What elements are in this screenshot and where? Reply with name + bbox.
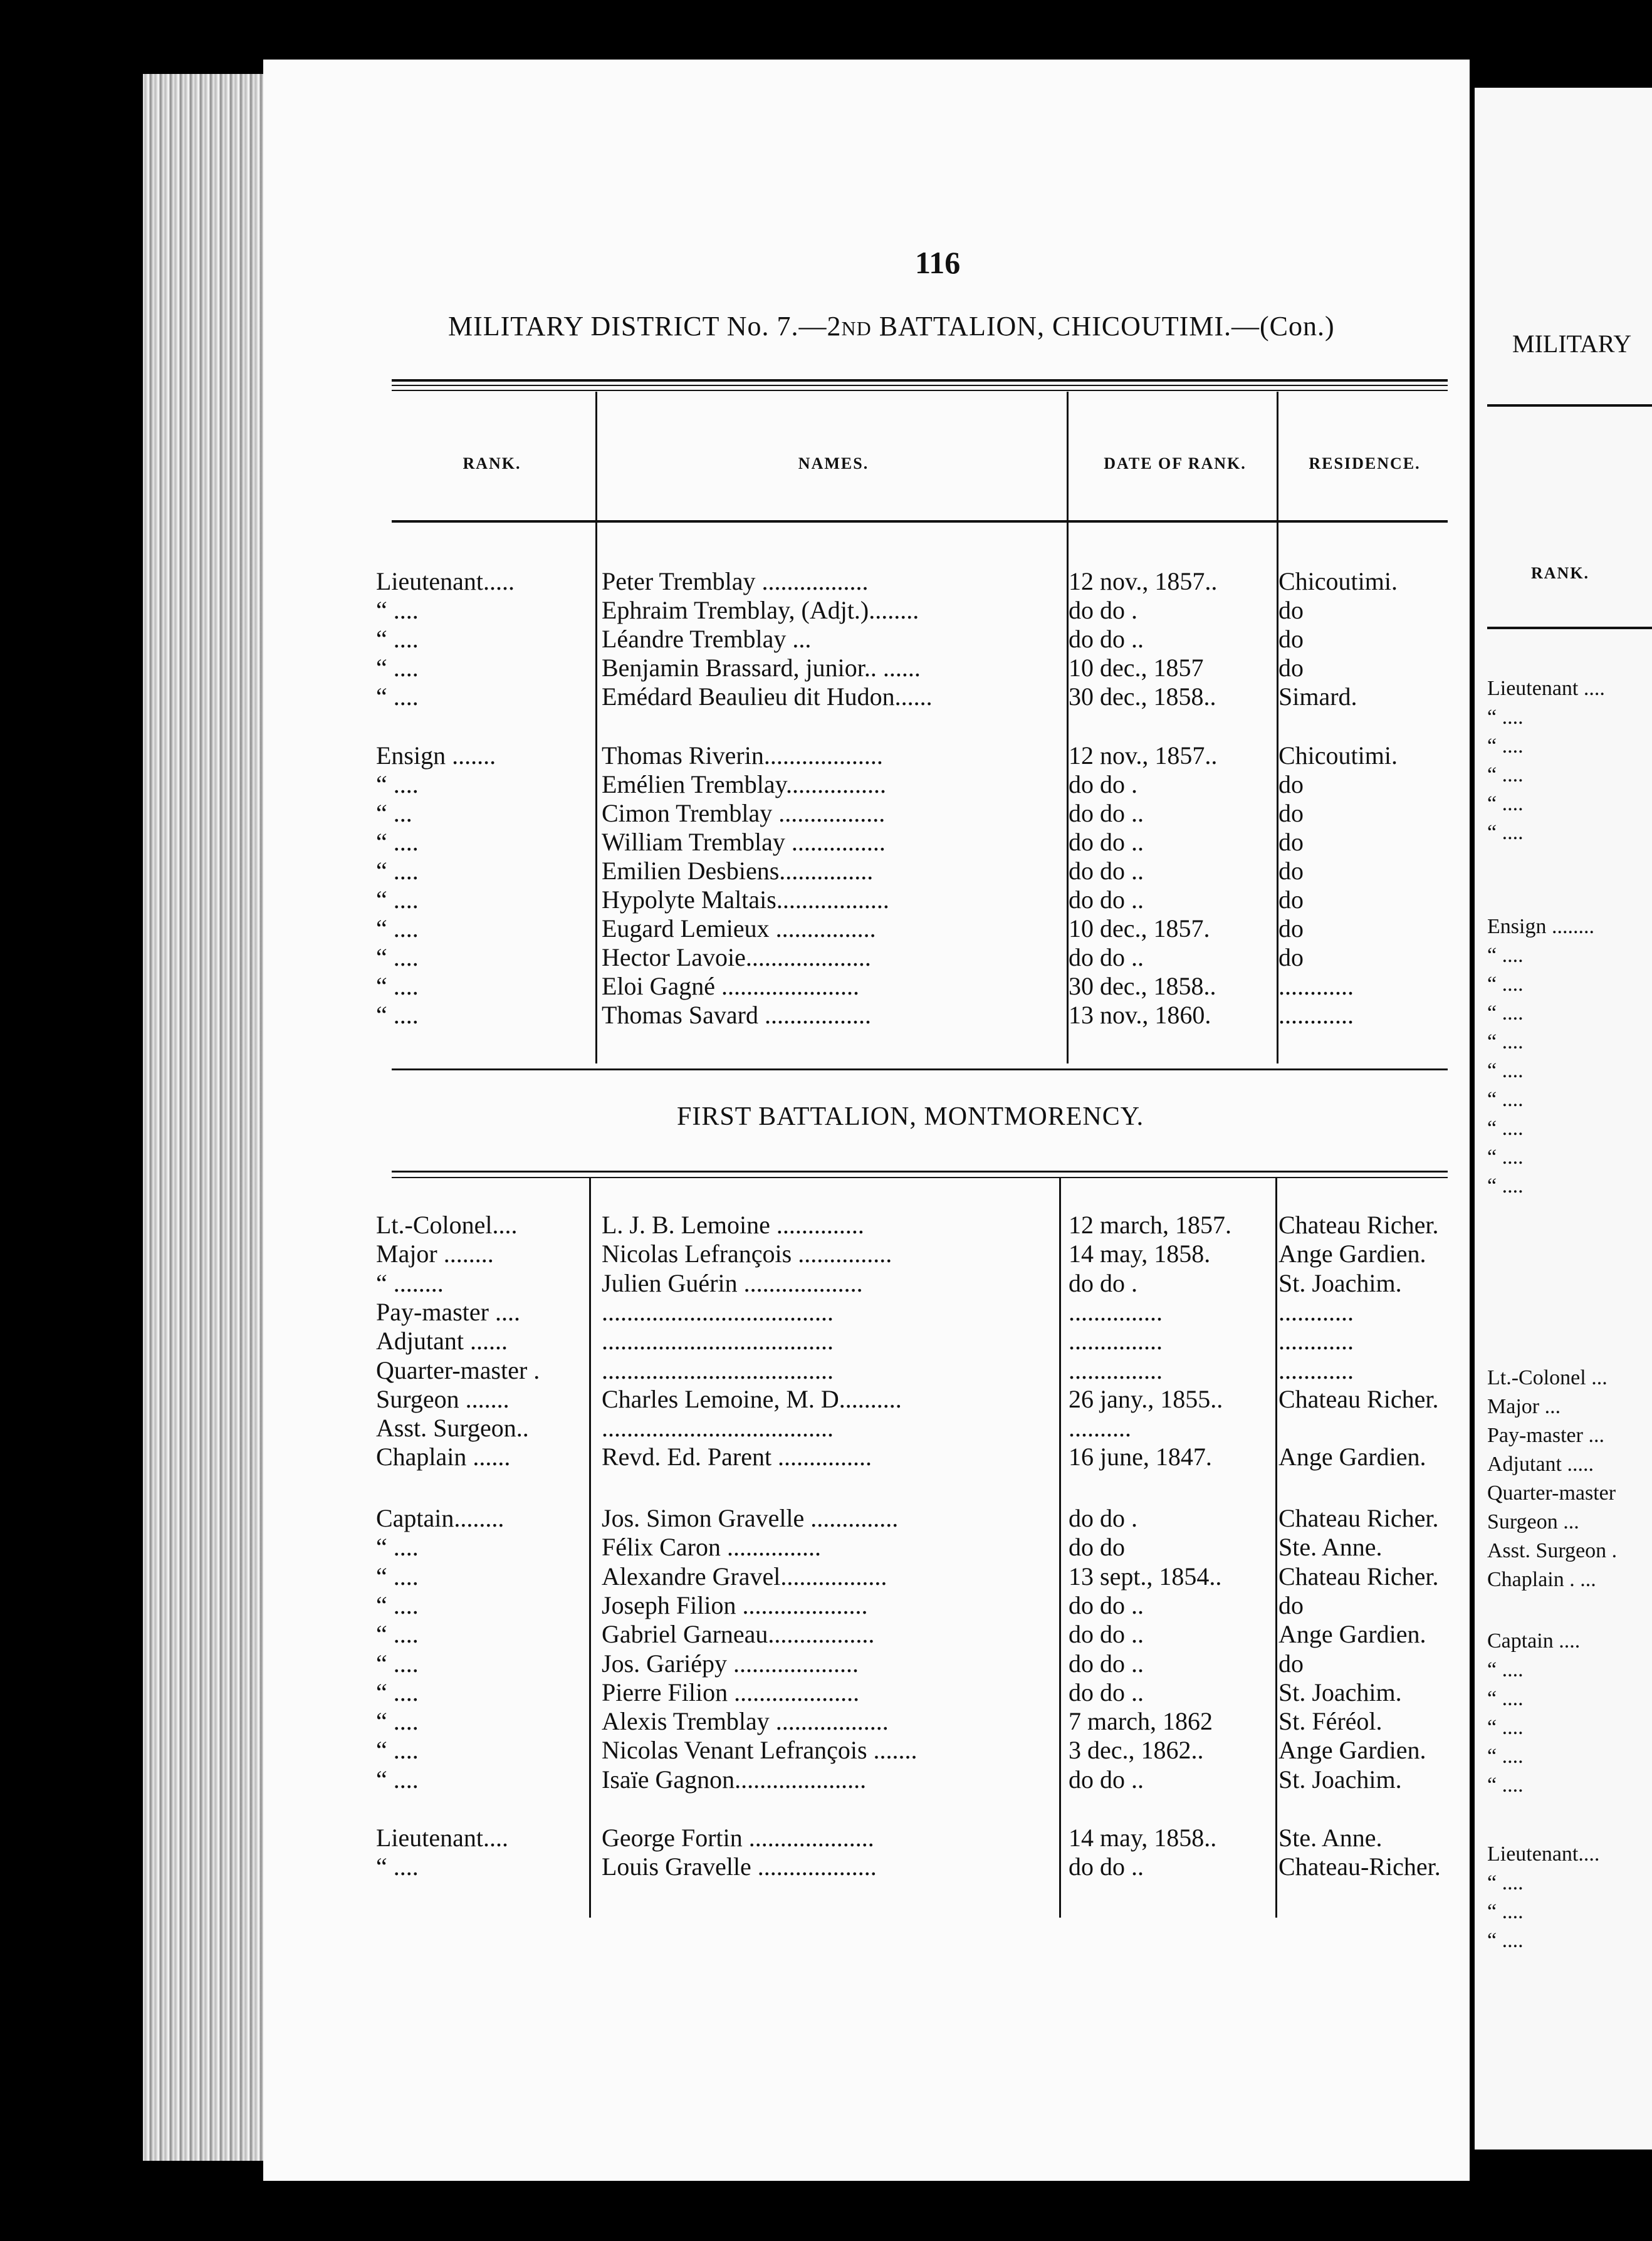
rank-cell: Pay-master ....	[376, 1297, 520, 1326]
date-cell: 10 dec., 1857	[1069, 654, 1204, 682]
rank-cell: “ ....	[376, 1678, 419, 1706]
next-page-rank-item: Pay-master ...	[1487, 1424, 1604, 1447]
table-row	[376, 799, 1441, 828]
table-row	[376, 1649, 1441, 1678]
rank-cell: “ ....	[376, 1001, 419, 1029]
residence-cell: ............	[1278, 1356, 1354, 1384]
next-page-rank-item: “ ....	[1487, 1088, 1524, 1111]
name-cell: Jos. Gariépy ....................	[602, 1649, 859, 1678]
date-cell: 13 sept., 1854..	[1069, 1562, 1222, 1591]
next-page-rank-item: “ ....	[1487, 1871, 1524, 1894]
name-cell: Emédard Beaulieu dit Hudon......	[602, 682, 933, 711]
residence-cell: do	[1278, 885, 1304, 914]
rank-cell: “ ....	[376, 943, 419, 971]
next-page-rank-item: Lieutenant ....	[1487, 677, 1605, 700]
residence-cell: ............	[1278, 1001, 1354, 1029]
next-page-rank-item: Asst. Surgeon .	[1487, 1539, 1618, 1562]
rank-cell: “ ....	[376, 1707, 419, 1736]
table-row	[376, 1327, 1441, 1356]
rank-cell: Major ........	[376, 1240, 494, 1268]
rank-cell: “ ....	[376, 1852, 419, 1881]
next-page-title: MILITARY	[1512, 330, 1632, 358]
residence-cell: Ange Gardien.	[1278, 1620, 1426, 1649]
next-page-rank-item: Lieutenant....	[1487, 1842, 1600, 1866]
table-row	[376, 1504, 1441, 1533]
table-row	[376, 828, 1441, 857]
residence-cell: ............	[1278, 1297, 1354, 1326]
name-cell: .....................................	[602, 1327, 834, 1356]
table-row	[376, 1824, 1441, 1852]
date-cell: 10 dec., 1857.	[1069, 914, 1210, 943]
rank-cell: “ ....	[376, 654, 419, 682]
page-number: 116	[915, 245, 961, 280]
residence-cell: Chicoutimi.	[1278, 567, 1398, 595]
rank-cell: “ ....	[376, 914, 419, 943]
title-part-2: BATTALION, CHICOUTIMI.—(Con.)	[871, 311, 1335, 342]
next-page-rank-item: “ ....	[1487, 1716, 1524, 1739]
residence-cell: do	[1278, 943, 1304, 971]
date-cell: 13 nov., 1860.	[1069, 1001, 1211, 1029]
rank-cell: Adjutant ......	[376, 1327, 508, 1356]
table1-end-rule	[392, 1068, 1448, 1070]
table2-top-rule-2	[392, 1177, 1448, 1178]
residence-cell: do	[1278, 1649, 1304, 1678]
rank-cell: Lieutenant....	[376, 1824, 509, 1852]
next-page-rank-item: “ ....	[1487, 1059, 1524, 1082]
table-row	[376, 1356, 1441, 1385]
name-cell: Emélien Tremblay................	[602, 770, 887, 798]
date-cell: 14 may, 1858..	[1069, 1824, 1217, 1852]
rank-cell: Chaplain ......	[376, 1443, 511, 1471]
next-page-fragment	[1475, 88, 1652, 2150]
rank-cell: Surgeon .......	[376, 1384, 510, 1413]
residence-cell: do	[1278, 596, 1304, 624]
next-page-rank-item: “ ....	[1487, 1001, 1524, 1025]
date-cell: 30 dec., 1858..	[1069, 682, 1216, 711]
table-row	[376, 1533, 1441, 1562]
date-cell: 12 march, 1857.	[1069, 1211, 1231, 1239]
name-cell: Charles Lemoine, M. D..........	[602, 1384, 902, 1413]
name-cell: Nicolas Lefrançois ...............	[602, 1240, 892, 1268]
name-cell: William Tremblay ...............	[602, 828, 886, 856]
table-row	[376, 682, 1441, 711]
date-cell: do do ..	[1069, 799, 1144, 827]
rank-cell: Captain........	[376, 1504, 504, 1532]
date-cell: 3 dec., 1862..	[1069, 1736, 1204, 1765]
date-cell: do do ..	[1069, 1678, 1144, 1706]
header-bottom-rule	[392, 520, 1448, 523]
date-cell: do do ..	[1069, 943, 1144, 971]
rank-cell: “ ....	[376, 1562, 419, 1591]
rank-cell: Lt.-Colonel....	[376, 1211, 518, 1239]
col-header-date: DATE OF RANK.	[1104, 454, 1247, 473]
name-cell: Thomas Savard .................	[602, 1001, 871, 1029]
next-page-rank-item: “ ....	[1487, 1687, 1524, 1710]
table-row	[376, 943, 1441, 972]
rank-cell: “ ....	[376, 828, 419, 856]
residence-cell: Chateau Richer.	[1278, 1211, 1439, 1239]
residence-cell: Chateau Richer.	[1278, 1562, 1439, 1591]
section-title-montmorency: FIRST BATTALION, MONTMORENCY.	[677, 1102, 1144, 1131]
table-row	[376, 1001, 1441, 1030]
rank-cell: “ ....	[376, 682, 419, 711]
residence-cell: Simard.	[1278, 682, 1357, 711]
residence-cell: St. Féréol.	[1278, 1707, 1383, 1736]
name-cell: Ephraim Tremblay, (Adjt.)........	[602, 596, 919, 624]
next-page-rank-header: RANK.	[1531, 564, 1590, 582]
name-cell: Eugard Lemieux ................	[602, 914, 876, 943]
residence-cell: do	[1278, 828, 1304, 856]
next-page-rank-item: “ ....	[1487, 944, 1524, 967]
residence-cell: do	[1278, 654, 1304, 682]
name-cell: Félix Caron ...............	[602, 1533, 821, 1562]
rank-cell: Asst. Surgeon..	[376, 1414, 529, 1443]
name-cell: Jos. Simon Gravelle ..............	[602, 1504, 899, 1532]
table-row	[376, 1443, 1441, 1471]
residence-cell: ............	[1278, 972, 1354, 1000]
date-cell: ...............	[1069, 1327, 1163, 1356]
next-page-rank-item: Major ...	[1487, 1395, 1561, 1418]
table-row	[376, 625, 1441, 654]
name-cell: Julien Guérin ...................	[602, 1268, 863, 1297]
date-cell: 7 march, 1862	[1069, 1707, 1213, 1736]
rank-cell: “ ....	[376, 857, 419, 885]
table-row	[376, 1736, 1441, 1765]
next-page-rank-item: “ ....	[1487, 1146, 1524, 1169]
name-cell: Louis Gravelle ...................	[602, 1852, 877, 1881]
table-row	[376, 770, 1441, 799]
next-page-rank-item: Adjutant .....	[1487, 1453, 1594, 1476]
title-part-1: MILITARY DISTRICT No. 7.—2	[448, 311, 842, 342]
next-page-rank-item: Quarter-master	[1487, 1481, 1616, 1505]
table-row	[376, 1707, 1441, 1736]
next-page-header-rule	[1487, 627, 1652, 629]
rank-cell: “ ....	[376, 1736, 419, 1765]
name-cell: Joseph Filion ....................	[602, 1591, 868, 1619]
next-page-rank-item: Lt.-Colonel ...	[1487, 1366, 1608, 1389]
date-cell: 14 may, 1858.	[1069, 1240, 1211, 1268]
residence-cell: do	[1278, 625, 1304, 653]
name-cell: Pierre Filion ....................	[602, 1678, 860, 1706]
residence-cell: St. Joachim.	[1278, 1765, 1402, 1794]
name-cell: Revd. Ed. Parent ...............	[602, 1443, 872, 1471]
date-cell: 16 june, 1847.	[1069, 1443, 1212, 1471]
table-row	[376, 596, 1441, 625]
date-cell: 30 dec., 1858..	[1069, 972, 1216, 1000]
name-cell: Emilien Desbiens...............	[602, 857, 874, 885]
rank-cell: “ ....	[376, 972, 419, 1000]
rank-cell: “ ...	[376, 799, 412, 827]
residence-cell: do	[1278, 1591, 1304, 1619]
name-cell: Hypolyte Maltais..................	[602, 885, 889, 914]
table-row	[376, 1562, 1441, 1591]
table-row	[376, 914, 1441, 943]
name-cell: Eloi Gagné ......................	[602, 972, 860, 1000]
header-top-rule-3	[392, 390, 1448, 391]
next-page-rank-item: “ ....	[1487, 706, 1524, 729]
residence-cell: do	[1278, 799, 1304, 827]
page-title	[448, 310, 1438, 342]
rank-cell: “ ....	[376, 885, 419, 914]
residence-cell: Ste. Anne.	[1278, 1824, 1383, 1852]
date-cell: do do	[1069, 1533, 1125, 1562]
date-cell: do do ..	[1069, 1649, 1144, 1678]
date-cell: ...............	[1069, 1297, 1163, 1326]
rank-cell: “ ....	[376, 1765, 419, 1794]
residence-cell: Chicoutimi.	[1278, 741, 1398, 770]
next-page-rule	[1487, 404, 1652, 407]
date-cell: do do ..	[1069, 828, 1144, 856]
date-cell: do do ..	[1069, 1591, 1144, 1619]
name-cell: .....................................	[602, 1414, 834, 1443]
rank-cell: “ ....	[376, 625, 419, 653]
table-row	[376, 1678, 1441, 1707]
next-page-rank-item: “ ....	[1487, 1174, 1524, 1198]
table-row	[376, 1269, 1441, 1298]
residence-cell: Ange Gardien.	[1278, 1443, 1426, 1471]
residence-cell: Chateau Richer.	[1278, 1504, 1439, 1532]
next-page-rank-item: “ ....	[1487, 792, 1524, 815]
date-cell: do do .	[1069, 770, 1137, 798]
table-row	[376, 1414, 1441, 1443]
table-row	[376, 741, 1441, 770]
rank-cell: “ ....	[376, 1620, 419, 1649]
table-row	[376, 1211, 1441, 1240]
table-row	[376, 1240, 1441, 1268]
name-cell: Cimon Tremblay .................	[602, 799, 886, 827]
next-page-rank-item: “ ....	[1487, 1030, 1524, 1053]
table-row	[376, 1620, 1441, 1649]
name-cell: .....................................	[602, 1356, 834, 1384]
name-cell: Benjamin Brassard, junior.. ......	[602, 654, 921, 682]
residence-cell: Chateau Richer.	[1278, 1384, 1439, 1413]
residence-cell: St. Joachim.	[1278, 1678, 1402, 1706]
table-row	[376, 654, 1441, 682]
residence-cell: St. Joachim.	[1278, 1268, 1402, 1297]
next-page-rank-item: “ ....	[1487, 821, 1524, 844]
next-page-rank-item: “ ....	[1487, 1900, 1524, 1923]
name-cell: Peter Tremblay .................	[602, 567, 869, 595]
residence-cell: Ange Gardien.	[1278, 1240, 1426, 1268]
table-row	[376, 1385, 1441, 1414]
table2-top-rule	[392, 1171, 1448, 1173]
next-page-rank-item: “ ....	[1487, 1929, 1524, 1952]
residence-cell: Chateau-Richer.	[1278, 1852, 1441, 1881]
table-row	[376, 972, 1441, 1001]
date-cell: do do ..	[1069, 1765, 1144, 1794]
table-row	[376, 567, 1441, 596]
title-superscript: ND	[841, 317, 872, 340]
next-page-rank-item: Chaplain . ...	[1487, 1568, 1596, 1591]
date-cell: 26 jany., 1855..	[1069, 1384, 1223, 1413]
table-row	[376, 1298, 1441, 1327]
col-header-residence: RESIDENCE.	[1309, 454, 1421, 473]
book-page-edges	[143, 74, 268, 2161]
name-cell: Léandre Tremblay ...	[602, 625, 812, 653]
name-cell: Alexis Tremblay ..................	[602, 1707, 889, 1736]
table-row	[376, 857, 1441, 885]
residence-cell: ............	[1278, 1327, 1354, 1356]
next-page-rank-item: “ ....	[1487, 973, 1524, 996]
name-cell: Gabriel Garneau.................	[602, 1620, 875, 1649]
col-header-names: NAMES.	[798, 454, 869, 473]
next-page-rank-item: Surgeon ...	[1487, 1510, 1579, 1533]
name-cell: Isaïe Gagnon.....................	[602, 1765, 867, 1794]
date-cell: do do .	[1069, 1268, 1137, 1297]
rank-cell: Ensign .......	[376, 741, 496, 770]
date-cell: 12 nov., 1857..	[1069, 567, 1218, 595]
rank-cell: “ ....	[376, 1533, 419, 1562]
next-page-rank-item: “ ....	[1487, 1773, 1524, 1797]
name-cell: Alexandre Gravel.................	[602, 1562, 887, 1591]
date-cell: do do ..	[1069, 625, 1144, 653]
next-page-rank-item: “ ....	[1487, 734, 1524, 758]
name-cell: Hector Lavoie....................	[602, 943, 871, 971]
date-cell: do do .	[1069, 596, 1137, 624]
name-cell: George Fortin ....................	[602, 1824, 874, 1852]
date-cell: do do ..	[1069, 857, 1144, 885]
col-header-rank: RANK.	[463, 454, 521, 473]
table-row	[376, 1765, 1441, 1794]
next-page-rank-item: “ ....	[1487, 1745, 1524, 1768]
date-cell: ..........	[1069, 1414, 1131, 1443]
residence-cell: do	[1278, 914, 1304, 943]
date-cell: do do .	[1069, 1504, 1137, 1532]
next-page-rank-item: “ ....	[1487, 1117, 1524, 1140]
rank-cell: “ ....	[376, 1591, 419, 1619]
date-cell: do do ..	[1069, 1620, 1144, 1649]
name-cell: Nicolas Venant Lefrançois .......	[602, 1736, 917, 1765]
name-cell: L. J. B. Lemoine ..............	[602, 1211, 864, 1239]
residence-cell: do	[1278, 770, 1304, 798]
residence-cell: Ste. Anne.	[1278, 1533, 1383, 1562]
table-row	[376, 1852, 1441, 1881]
table-row	[376, 1591, 1441, 1620]
residence-cell: Ange Gardien.	[1278, 1736, 1426, 1765]
header-top-rule-2	[392, 385, 1448, 386]
next-page-rank-item: “ ....	[1487, 1658, 1524, 1681]
date-cell: do do ..	[1069, 885, 1144, 914]
date-cell: 12 nov., 1857..	[1069, 741, 1218, 770]
date-cell: ...............	[1069, 1356, 1163, 1384]
table-row	[376, 885, 1441, 914]
rank-cell: “ ....	[376, 596, 419, 624]
rank-cell: Lieutenant.....	[376, 567, 515, 595]
rank-cell: “ ....	[376, 1649, 419, 1678]
name-cell: .....................................	[602, 1297, 834, 1326]
next-page-rank-item: Ensign ........	[1487, 915, 1594, 938]
rank-cell: “ ........	[376, 1268, 444, 1297]
name-cell: Thomas Riverin...................	[602, 741, 883, 770]
header-top-rule	[392, 379, 1448, 382]
date-cell: do do ..	[1069, 1852, 1144, 1881]
rank-cell: Quarter-master .	[376, 1356, 540, 1384]
next-page-rank-item: Captain ....	[1487, 1629, 1581, 1653]
rank-cell: “ ....	[376, 770, 419, 798]
next-page-rank-item: “ ....	[1487, 763, 1524, 786]
residence-cell: do	[1278, 857, 1304, 885]
